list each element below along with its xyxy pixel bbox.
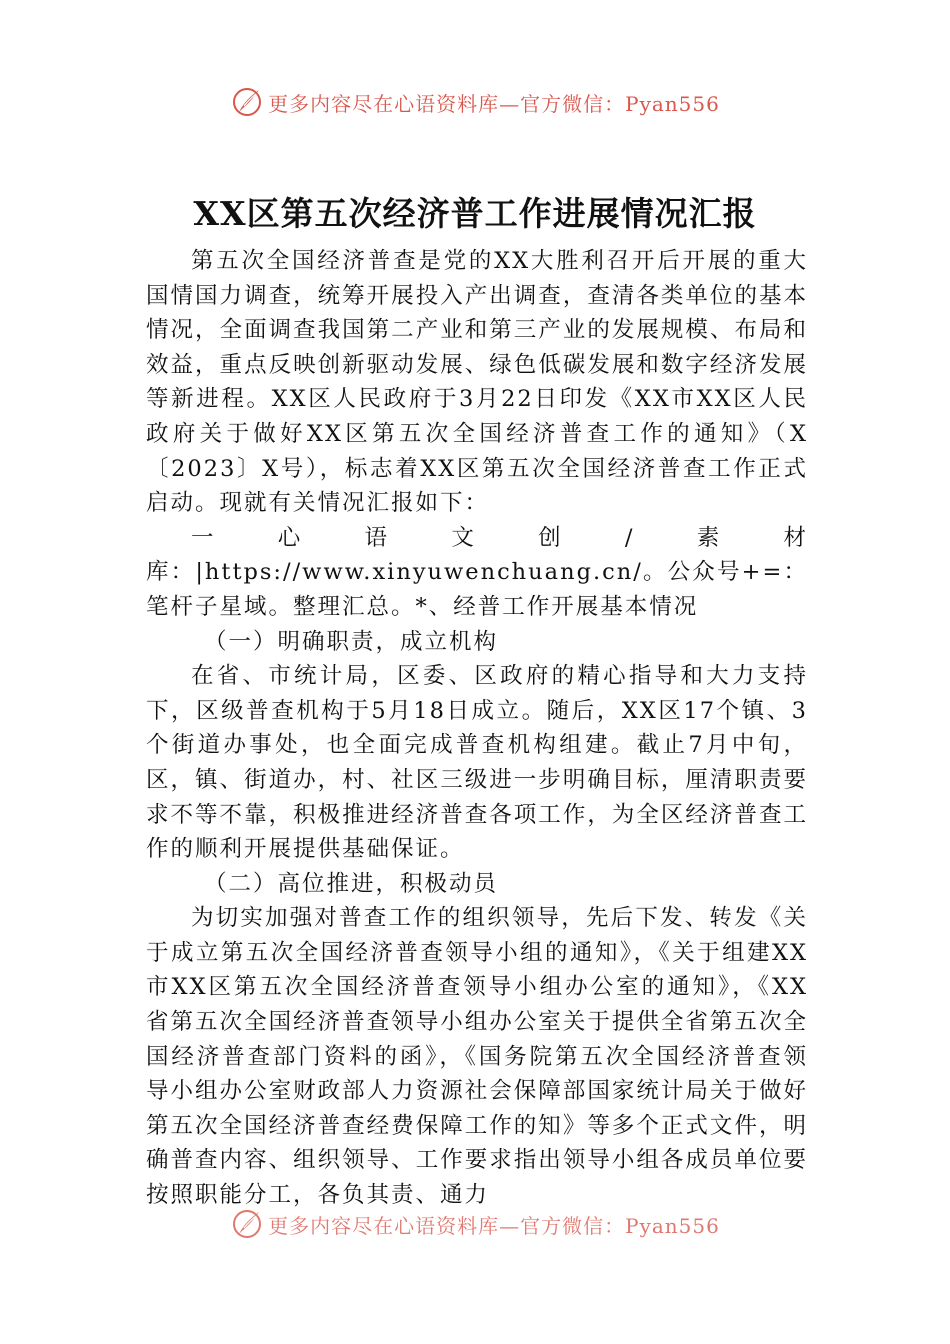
paragraph-section-2: 为切实加强对普查工作的组织领导，先后下发、转发《关于成立第五次全国经济普查领导小组的通知》，《关于组建XX市XX区第五次全国经济普查领导小组办公室的通知》，《XX省第五次全国经济普查领导小组办公室关于提供全省第五次全国经济普查部门资料的函》，《国务院第五次全国经济普查领导小组办公室财政部人力资源社会保障部国家统计局关于做好第五次全国经济普查经费保障工作的知》等多个正式文件，明确普查内容、组织领导、工作要求指出领导小组各成员单位要按照职能分工，各负其责、通力 — [146, 905, 808, 1209]
paragraph-section-1: 在省、市统计局，区委、区政府的精心指导和大力支持下，区级普查机构于5月18日成立。随后，XX区17个镇、3个街道办事处，也全面完成普查机构组建。截止7月中旬，区，镇、街道办，村、社区三级进一步明确目标，厘清职责要求不等不靠，积极推进经济普查各项工作，为全区经济普查工作的顺利开展提供基础保证。 — [146, 663, 808, 863]
watermark-text: 更多内容尽在心语资料库—官方微信：Pyan556 — [268, 1213, 720, 1238]
header-watermark — [0, 82, 950, 122]
feather-logo-icon — [230, 1207, 264, 1241]
paragraph-intro: 第五次全国经济普查是党的XX大胜利召开后开展的重大国情国力调查，统筹开展投入产出调查，查清各类单位的基本情况，全面调查我国第二产业和第三产业的发展规模、布局和效益，重点反映创新驱动发展、绿色低碳发展和数字经济发展等新进程。XX区人民政府于3月22日印发《XX市XX区人民政府关于做好XX区第五次全国经济普查工作的通知》（X〔2023〕X号），标志着XX区第五次全国经济普查工作正式启动。现就有关情况汇报如下： — [146, 248, 808, 517]
document-title: XX区第五次经济普工作进展情况汇报 — [193, 194, 757, 233]
section-heading-1: （一）明确职责，成立机构 — [204, 628, 499, 655]
watermark-text: 更多内容尽在心语资料库—官方微信：Pyan556 — [268, 91, 720, 116]
feather-logo-icon — [230, 85, 264, 119]
footer-watermark — [0, 1204, 950, 1244]
paragraph-source-note: 一心语文创/素材库：|https://www.xinyuwenchuang.cn/。公众号+=：笔杆子星域。整理汇总。*、经普工作开展基本情况 — [146, 524, 808, 620]
document-body — [146, 244, 808, 1213]
section-heading-2: （二）高位推进，积极动员 — [204, 870, 499, 897]
